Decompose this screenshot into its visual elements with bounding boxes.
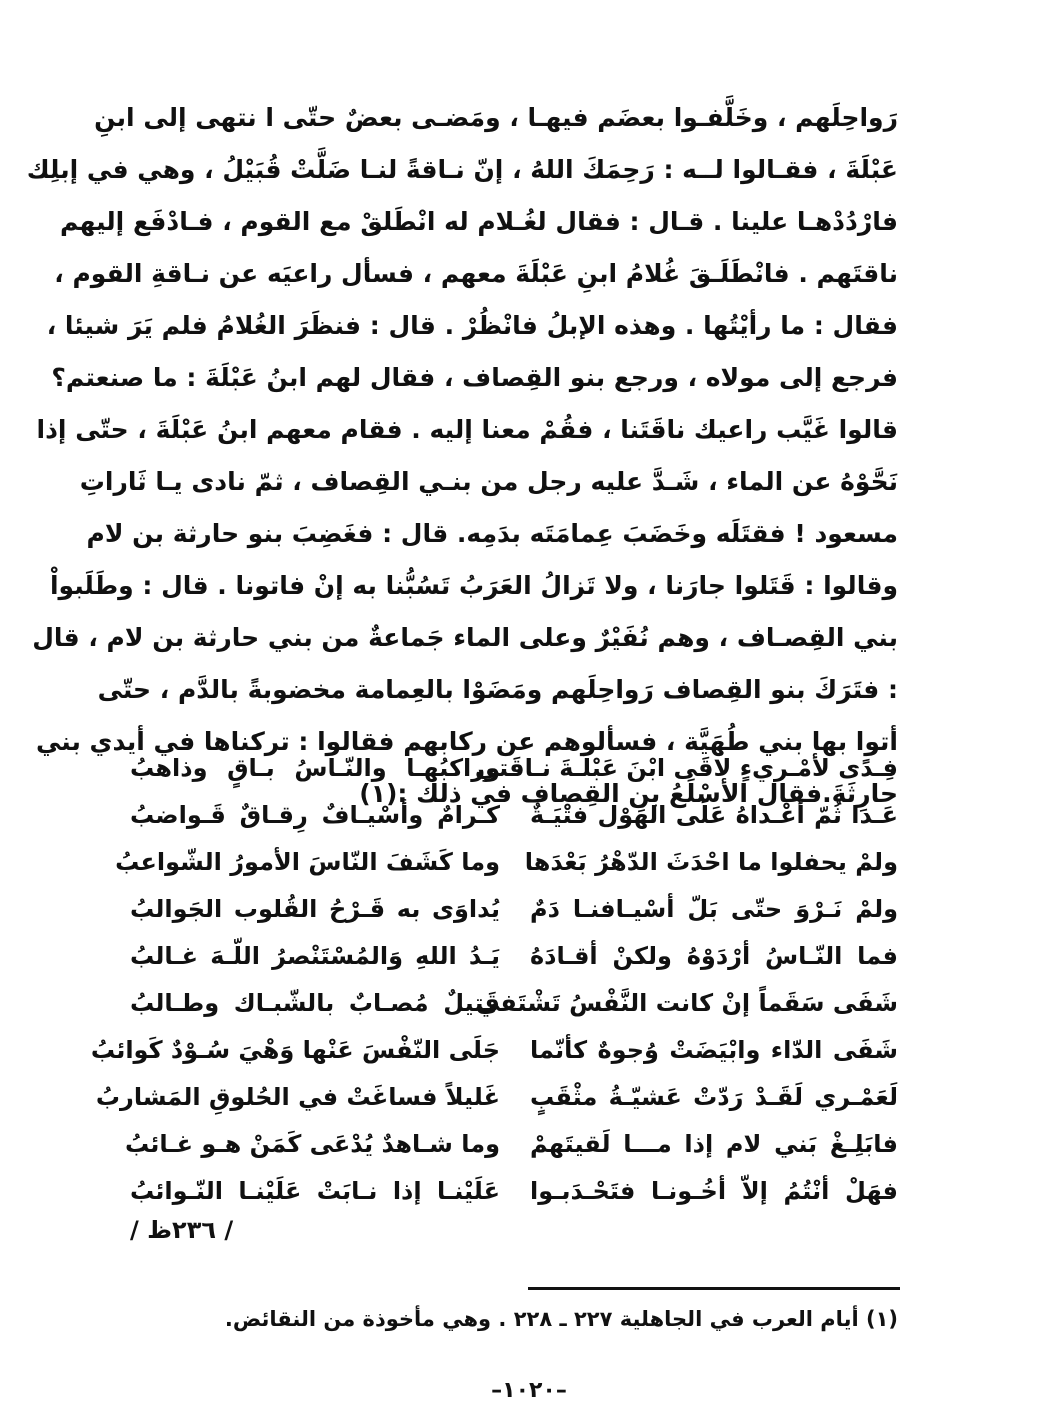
prose-line: فقال : ما رأيْتُها . وهذه الإبلُ فانْظُرْ . قال : فنظَرَ الغُلامُ فلم يَرَ شيئا ، xyxy=(46,311,898,340)
prose-line: بني القِصـاف ، وهم نُفَيْرٌ وعلى الماء جَماعةٌ من بني حارثة بن لام ، قال xyxy=(32,623,898,652)
verse-first-hemistich: فِـدًى لأمْـريءٍ لاقَى ابْنَ عَبْلَـةَ نـاقَتي xyxy=(474,754,898,782)
footnote: (١) أيام العرب في الجاهلية ٢٢٧ ـ ٢٢٨ . وهي مأخوذة من النقائض. xyxy=(224,1307,898,1331)
prose-line: ناقتَهم . فانْطَلَـقَ غُلامُ ابنِ عَبْلَةَ معهم ، فسأل راعيَه عن نـاقةِ القوم ، xyxy=(54,259,898,288)
poem-verse xyxy=(130,792,898,839)
poem-verse xyxy=(115,839,898,886)
verse-first-hemistich: ولمْ نَـرْوَ حتّى بَلّ أسْيـافنـا دَمٌ xyxy=(530,895,898,923)
poem-verse xyxy=(130,745,898,792)
poem-verse xyxy=(130,886,898,933)
prose-line: : فتَرَكَ بنو القِصاف رَواحِلَهم ومَضَوْا بالعِمامة مخضوبةً بالدَّم ، حتّى xyxy=(97,675,898,704)
prose-block xyxy=(26,92,898,820)
poem-verse xyxy=(95,1074,898,1121)
verse-second-hemistich: يُداوَى به قَـرْحُ القُلوب الجَوالبُ xyxy=(130,895,500,923)
poem-verse xyxy=(125,1121,898,1168)
verse-first-hemistich: شَفَى سَقَماً إنْ كانت النَّفْسُ تَشْتَفي xyxy=(475,989,898,1017)
verse-first-hemistich: عَـدا ثُمّ أعْـداهُ عَلَى الهَوْل فتْيَـةٌ xyxy=(530,801,898,829)
prose-line: نَحَّوْهُ عن الماء ، شَـدَّ عليه رجل من بنـي القِصاف ، ثمّ نادى يـا ثَاراتِ xyxy=(79,467,898,496)
prose-line: وقالوا : قَتَلوا جارَنا ، ولا تَزالُ العَرَبُ تَسُبُّنا به إنْ فاتونا . قال : وطَلَبواْ xyxy=(49,571,898,600)
poem-verse xyxy=(130,1168,898,1215)
page-number: –١٠٢٠– xyxy=(491,1378,567,1403)
prose-line: فرجع إلى مولاه ، ورجع بنو القِصاف ، فقال لهم ابنُ عَبْلَةَ : ما صنعتم؟ xyxy=(51,363,898,392)
verse-first-hemistich: فما النّـاسُ أرْدَوْهُ ولكنْ أقـادَهُ xyxy=(530,942,898,970)
verse-first-hemistich: شَفَى الدّاء وابْيَضَتْ وُجوهٌ كأنّما xyxy=(530,1036,898,1064)
prose-line: أتوا بها بني طُهَيَّة ، فسألوهم عن ركابهم فقالوا : تركناها في أيدي بني xyxy=(35,727,898,756)
verse-second-hemistich: غَليلاً فساغَتْ في الحُلوقِ المَشاربُ xyxy=(95,1083,500,1111)
prose-line: قالوا غَيَّب راعيك ناقَتَنا ، فقُمْ معنا إليه . فقام معهم ابنُ عَبْلَةَ ، حتّى إذا xyxy=(36,415,898,444)
verse-second-hemistich: قَتيلٌ مُصـابٌ بالشّبـاك وطـالبُ xyxy=(130,989,500,1017)
verse-second-hemistich: عَلَيْنـا إذا نـابَتْ عَلَيْنـا النّـوائبُ xyxy=(130,1177,500,1205)
prose-line: مسعود ! فقتَلَه وخَضَبَ عِمامَتَه بدَمِه. قال : فغَضِبَ بنو حارثة بن لام xyxy=(86,519,898,548)
footnote-divider xyxy=(528,1287,900,1290)
prose-line: فارْدُدْهـا علينا . قـال : فقال لغُـلام له انْطَلقْ مع القوم ، فـادْفَع إليهم xyxy=(59,207,898,236)
verse-second-hemistich: كـرامٌ وأسْيـافٌ رِقـاقٌ قَـواضبُ xyxy=(130,801,500,829)
verse-first-hemistich: لَعَمْـري لَقَـدْ رَدّتْ عَشيّـةُ مثْقَبٍ xyxy=(530,1083,898,1111)
poem-verse xyxy=(130,933,898,980)
poem-block xyxy=(90,745,898,1215)
verse-first-hemistich: فابَلِـغْ بَني لام إذا مـــا لَقيتَهمْ xyxy=(530,1130,898,1158)
verse-second-hemistich: يَـدُ اللهِ وَالمُسْتَنْصرُ اللّـهَ غـالبُ xyxy=(130,942,500,970)
poem-verse xyxy=(90,1027,898,1074)
verse-second-hemistich: جَلَى النّفْسَ عَنْها وَهْيَ سُـوْدٌ كَوائبُ xyxy=(90,1036,500,1064)
poem-verse xyxy=(130,980,898,1027)
prose-line: حارِثَةَ.فقال الأسْلَعُ بن القِصاف في ذلك :(١) xyxy=(359,779,898,808)
prose-line: عَبْلَةَ ، فقـالوا لــه : رَحِمَكَ اللهُ ، إنّ نـاقةً لنـا ضَلَّتْ قُبَيْلُ ، وهي في إبلِك xyxy=(26,155,898,184)
verse-first-hemistich: فهَلْ أنْتُمُ إلاّ أخُـونـا فتَحْـدَبـوا xyxy=(530,1177,898,1205)
prose-line: رَواحِلَهم ، وخَلَّفـوا بعضَم فيهـا ، ومَضـى بعضٌ حتّى ا نتهى إلى ابنِ xyxy=(94,103,898,132)
verse-second-hemistich: وراكبُهـا والنّـاسُ بـاقٍ وذاهبُ xyxy=(130,754,500,782)
verse-second-hemistich: وما شـاهدٌ يُدْعَى كَمَنْ هـو غـائبُ xyxy=(125,1130,500,1158)
verse-second-hemistich: وما كَشَفَ النّاسَ الأمورُ الشّواعبُ xyxy=(115,848,500,876)
verse-first-hemistich: ولمْ يحفلوا ما احْدَثَ الدّهْرُ بَعْدَها xyxy=(524,848,898,876)
manuscript-folio-marker: / ٢٣٦ظ / xyxy=(130,1216,234,1244)
